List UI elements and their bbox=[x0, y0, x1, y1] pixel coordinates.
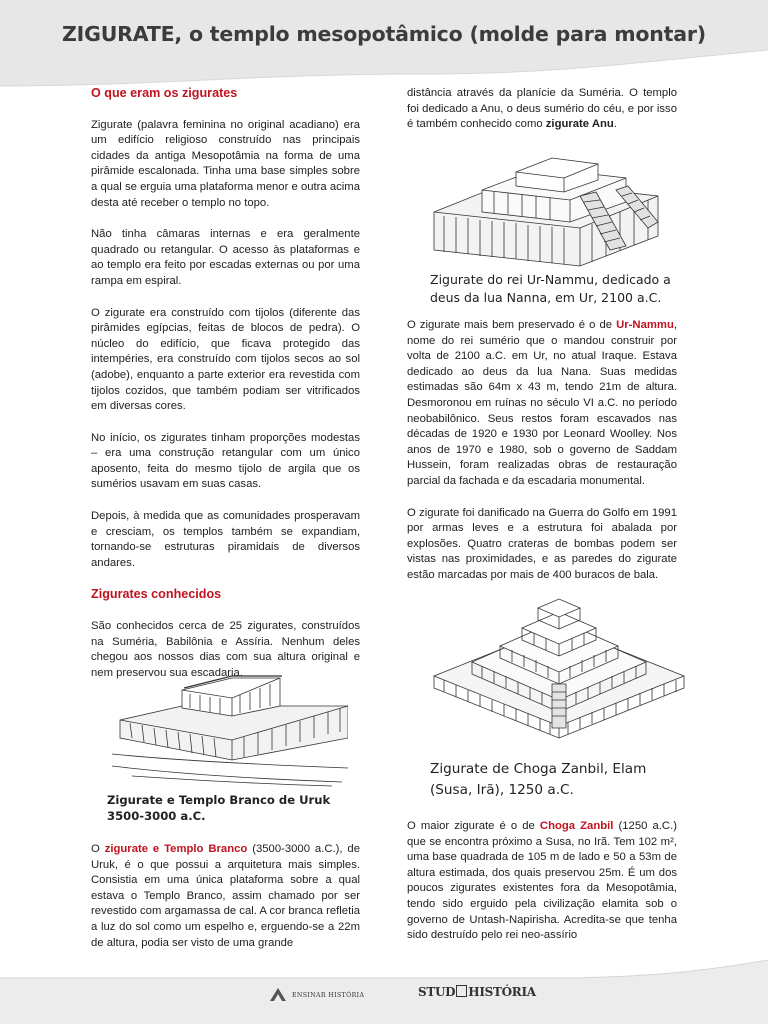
caption-uruk-line1: Zigurate e Templo Branco de Uruk bbox=[107, 793, 331, 807]
logo-studio-mark-icon bbox=[456, 985, 467, 997]
caption-uruk bbox=[107, 792, 330, 824]
uruk-post: (3500-3000 a.C.), de Uruk, é o que possui a arquitetura mais simples. Consistia em uma única plataforma sobre a qual estava o Templo Branco, assim chamado por ser revestido com argamassa de cal. A cor branca refletia a luz do sol como um espelho e, erguendo-se a 22m de altura, podia ser visto de uma grande bbox=[91, 843, 361, 949]
caption-choga-line2: (Susa, Irã), 1250 a.C. bbox=[430, 782, 574, 798]
uruk-pre: O bbox=[91, 843, 105, 855]
anu-post: . bbox=[613, 118, 617, 131]
ur-nammu-illustration bbox=[430, 150, 662, 268]
paragraph-growth: Depois, à medida que as comunidades prosperavam e cresciam, os templos também se expandiam, tornando-se estruturas piramidais de diversos andares. bbox=[91, 510, 360, 569]
page-title: ZIGURATE, o templo mesopotâmico (molde para montar) bbox=[62, 22, 706, 46]
caption-uruk-line2: 3500-3000 a.C. bbox=[107, 809, 206, 823]
logo-studio-part1: STUD bbox=[418, 985, 456, 999]
left-column-bottom bbox=[91, 842, 360, 951]
header-curve bbox=[0, 0, 768, 100]
link-ur-nammu[interactable]: Ur-Nammu bbox=[616, 319, 674, 331]
paragraph-access: Não tinha câmaras internas e era geralmente quadrado ou retangular. O acesso às plataformas e ao templo era feito por escadas externas ou por uma rampa em espiral. bbox=[91, 228, 360, 287]
caption-ur-nammu bbox=[430, 271, 678, 307]
paragraph-ur-nammu bbox=[407, 318, 677, 490]
caption-choga-line1: Zigurate de Choga Zanbil, Elam bbox=[430, 761, 647, 777]
paragraph-uruk bbox=[91, 842, 360, 951]
caption-choga-zanbil bbox=[430, 759, 646, 801]
right-column-middle bbox=[407, 318, 677, 584]
right-column-bottom bbox=[407, 819, 677, 944]
book-icon bbox=[268, 985, 288, 1005]
logo-studio-part2: HISTÓRIA bbox=[468, 985, 536, 999]
paragraph-anu bbox=[407, 86, 677, 133]
section-title-what: O que eram os zigurates bbox=[91, 86, 238, 100]
uruk-temple-illustration bbox=[112, 668, 348, 788]
link-choga-zanbil[interactable]: Choga Zanbil bbox=[539, 820, 614, 832]
paragraph-gulf-war: O zigurate foi danificado na Guerra do Golfo em 1991 por armas leves e a estrutura foi abalada por explosões. Quatro crateras de bombas podem ser vistas nas proximidades, e as paredes do zigurate estão marcadas por mais de 400 buracos de bala. bbox=[407, 506, 677, 581]
caption-ur-line2: deus da lua Nanna, em Ur, 2100 a.C. bbox=[430, 290, 662, 305]
paragraph-early: No início, os zigurates tinham proporções modestas – era uma construção retangular com um único aposento, feita do mesmo tijolo de argila que os sumérios usavam em suas casas. bbox=[91, 431, 360, 491]
ur-post: , nome do rei sumério que o mandou construir por volta de 2100 a.C. em Ur, no atual Iraque. Estava dedicado ao deus da lua Nana. Suas medidas estimadas são 64m x 43 m, tendo 21m de altura. Desmoronou em ruínas no século VI a.C. no período neobabilônico. Seus restos foram escavados nas décadas de 1920 e 1930 por Leonard Woolley. Nos anos de 1970 e 1980, sob o governo de Saddam Hussein, foram realizadas obras de restauração parcial da fachada e da escadaria monumental. bbox=[407, 319, 677, 487]
footer-curve bbox=[0, 960, 768, 1024]
logo-ensinar-historia-text: ENSINAR HISTÓRIA bbox=[292, 991, 365, 999]
paragraph-choga-zanbil bbox=[407, 819, 677, 944]
anu-bold: zigurate Anu bbox=[545, 118, 614, 131]
ur-pre: O zigurate mais bem preservado é o de bbox=[407, 319, 617, 331]
anu-pre: distância através da planície da Suméria. O templo foi dedicado a Anu, o deus sumério do céu, e por isso é também conhecido como bbox=[407, 87, 677, 131]
paragraph-definition: Zigurate (palavra feminina no original acadiano) era um edifício religioso construído nas principais cidades da antiga Mesopotâmia na forma de uma pirâmide escalonada. Tinha uma base simples sobre a qual se erguia uma plataforma menor e outra acima desta até receber o templo no topo. bbox=[91, 118, 360, 209]
section-title-known: Zigurates conhecidos bbox=[91, 587, 222, 602]
logo-studio-historia[interactable] bbox=[418, 985, 536, 999]
right-column bbox=[407, 86, 677, 133]
choga-zanbil-illustration bbox=[432, 588, 686, 748]
logo-ensinar-historia[interactable] bbox=[268, 985, 364, 1005]
left-column bbox=[91, 86, 360, 681]
link-zigurate-templo-branco[interactable]: zigurate e Templo Branco bbox=[104, 843, 248, 855]
paragraph-bricks: O zigurate era construído com tijolos (diferente das pirâmides egípcias, feitas de blocos de pedra). O núcleo do edifício, que ficava protegido das intempéries, era construído com tijolos secos ao sol (adobe), enquanto a parte exterior era revestida com tijolos cozidos, que também podiam ser vitrificados em diversas cores. bbox=[91, 306, 360, 413]
paragraph-known: São conhecidos cerca de 25 zigurates, construídos na Suméria, Babilônia e Assíria. Nenhum deles chegou aos nossos dias com sua altura original e nem preservou sua escadaria. bbox=[91, 620, 360, 679]
choga-pre: O maior zigurate é o de bbox=[407, 820, 540, 832]
choga-post: (1250 a.C.) que se encontra próximo a Susa, no Irã. Tem 102 m², uma base quadrada de 105 m de lado e 50 a 53m de altura estimada, dos quais preservou 25m. É um dos poucos zigurates existentes fora da Mesopotâmia, tendo sido erguido pela civilização elamita sob o governo de Untash-Napirisha. Acredita-se que tenha sido destruído pelo rei neo-assírio bbox=[407, 820, 677, 942]
caption-ur-line1: Zigurate do rei Ur-Nammu, dedicado a bbox=[430, 272, 671, 287]
